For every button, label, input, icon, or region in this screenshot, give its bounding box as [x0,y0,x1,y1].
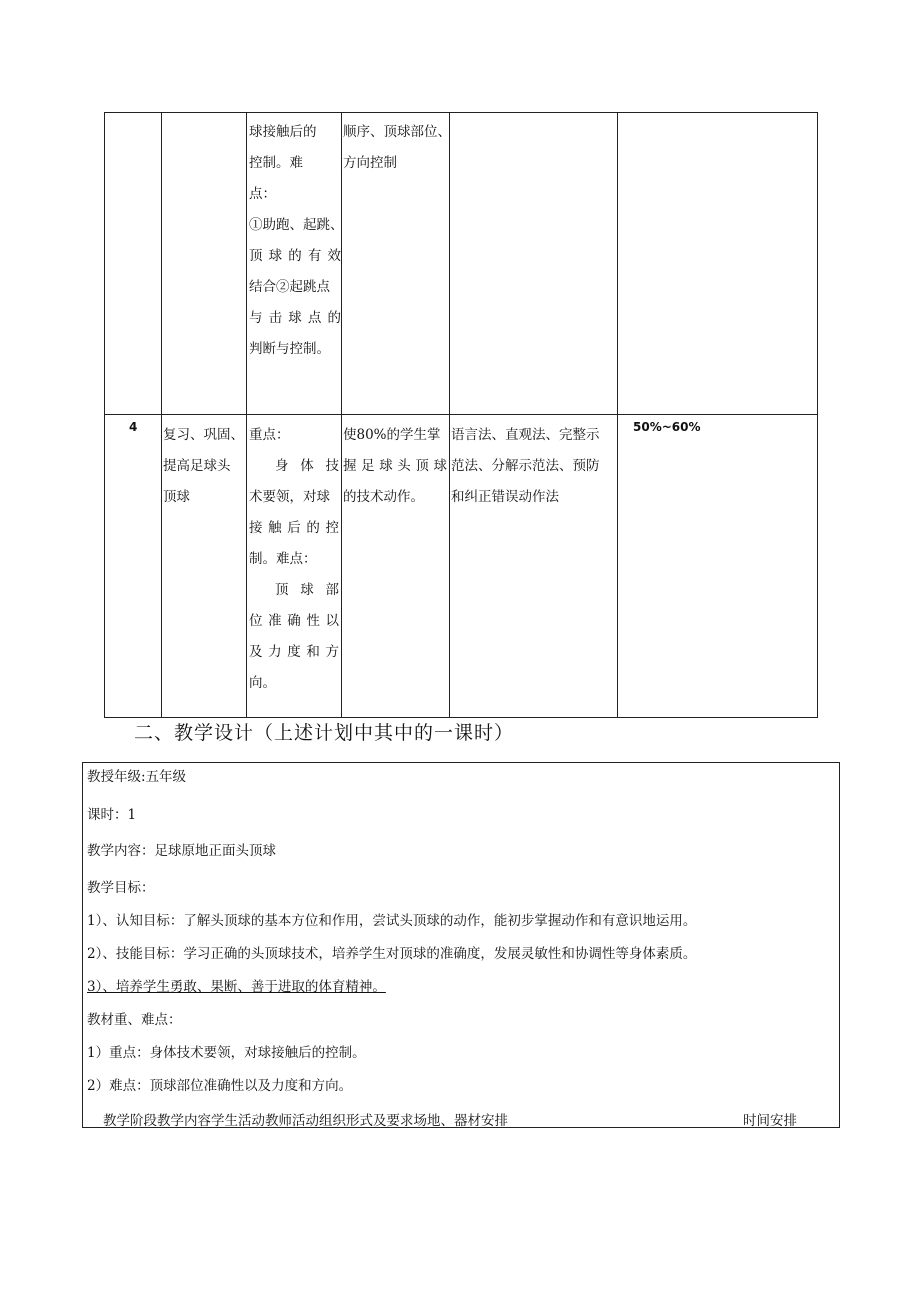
row1-keypoints-line: 判断与控制。 [249,341,330,357]
column-divider [246,113,247,717]
column-divider [617,113,618,717]
row1-goal-line: 顺序、顶球部位、 [343,124,451,140]
row2-keypoints-line: 术要领，对球 [249,489,330,505]
row2-keypoints-line: 接触后的控 [249,520,339,536]
column-divider [341,113,342,717]
row1-keypoints-line: ①助跑、起跳、 [249,217,344,233]
row2-content-line: 提高足球头 [163,458,231,474]
row2-method-cell [451,420,617,513]
row2-method-line: 语言法、直观法、完整示 [451,427,600,443]
row1-keypoints-cell [249,117,344,365]
lesson-design-box [82,762,840,1128]
row2-keypoints-line: 重点： [249,427,290,443]
row2-method-line: 和纠正错误动作法 [451,489,559,505]
content-line: 教学内容：足球原地正面头顶球 [87,843,276,859]
row2-content-cell [163,420,245,513]
footer-columns: 教学阶段教学内容学生活动教师活动组织形式及要求场地、器材安排 [103,1113,508,1129]
row2-keypoints-line: 制。难点： [249,551,317,567]
objective-skill: 2）、技能目标：学习正确的头顶球技术，培养学生对顶球的准确度，发展灵敏性和协调性等身体素质。 [87,946,697,962]
grade-line: 教授年级:五年级 [87,769,187,785]
plan-table [104,112,818,718]
row2-keypoints-line: 及力度和方 [249,644,339,660]
row2-goal-line: 握足球头顶球 [343,458,447,474]
objective-spirit: 3）、培养学生勇敢、果断、善于进取的体育精神。 [87,979,386,995]
row2-keypoints-line: 顶球部 [275,582,339,598]
row2-rate: 50%~60% [633,420,701,434]
row2-keypoints-line: 向。 [249,675,276,691]
row2-goal-line: 使80%的学生掌 [343,427,441,443]
footer-time: 时间安排 [743,1113,797,1129]
objective-cognitive: 1）、认知目标：了解头顶球的基本方位和作用，尝试头顶球的动作，能初步掌握动作和有意识地运用。 [87,913,697,929]
row2-keypoints-line: 身体技 [275,458,339,474]
row2-goal-cell [343,420,447,513]
difficulty-line: 2）难点：顶球部位准确性以及力度和方向。 [87,1078,353,1094]
row1-goal-cell [343,117,449,179]
row2-number: 4 [129,420,138,434]
row2-keypoints-line: 位准确性以 [249,613,339,629]
row1-keypoints-line: 点： [249,186,276,202]
row2-content-line: 顶球 [163,489,190,505]
column-divider [449,113,450,717]
row1-keypoints-line: 球接触后的 [249,124,317,140]
row2-keypoints-cell [249,420,339,699]
column-divider [161,113,162,717]
period-line: 课时：1 [87,807,137,823]
row1-keypoints-line: 结合②起跳点 [249,279,330,295]
keypoints-title: 教材重、难点： [87,1012,182,1028]
row-divider [105,414,817,415]
row2-method-line: 范法、分解示范法、预防 [451,458,600,474]
objectives-title: 教学目标： [87,880,155,896]
row2-goal-line: 的技术动作。 [343,489,424,505]
section-heading: 二、教学设计（上述计划中其中的一课时） [134,722,515,744]
row2-content-line: 复习、巩固、 [163,427,244,443]
row1-keypoints-line: 顶球的有效 [249,248,341,264]
row1-goal-line: 方向控制 [343,155,397,171]
row1-keypoints-line: 与击球点的 [249,310,341,326]
row1-keypoints-line: 控制。难 [249,155,303,171]
keypoint-line: 1）重点：身体技术要领，对球接触后的控制。 [87,1045,366,1061]
